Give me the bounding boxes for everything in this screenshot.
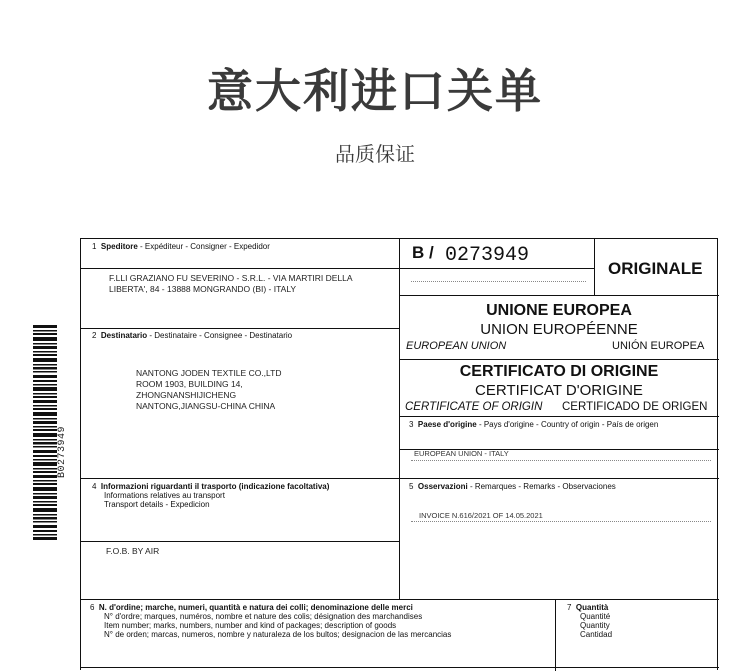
union-es: UNIÓN EUROPEA [612,340,705,352]
box7-label-fr: Quantité [580,612,611,621]
cert-it: CERTIFICATO DI ORIGINE [459,363,659,380]
union-en: EUROPEAN UNION [406,340,507,352]
consigner-line1: F.LLI GRAZIANO FU SEVERINO - S.R.L. - VIA MARTIRI DELLA [109,273,353,283]
consignee-line2: ROOM 1903, BUILDING 14, [136,379,243,389]
box4-label-en: Transport details - Expedicion [104,500,210,509]
box6-label-fr: N° d'ordre; marques, numéros, nombre et nature des colis; désignation des marchandises [104,612,423,621]
box3-label: 3 Paese d'origine - Pays d'origine - Country of origin - País de origen [409,420,659,429]
box7-label-es: Cantidad [580,630,613,639]
consignee-line4: NANTONG,JIANGSU-CHINA CHINA [136,401,276,411]
union-fr: UNION EUROPÉENNE [480,321,638,338]
remarks-value: INVOICE N.616/2021 OF 14.05.2021 [419,511,543,520]
box6-label: 6 N. d'ordine; marche, numeri, quantità e natura dei colli; denominazione delle merci [90,603,413,612]
consignee-line1: NANTONG JODEN TEXTILE CO.,LTD [136,368,282,378]
consignee-line3: ZHONGNANSHIJICHENG [136,390,237,400]
page-subtitle: 品质保证 [335,142,415,166]
cert-es: CERTIFICADO DE ORIGEN [562,401,708,413]
box7-label: 7 Quantità [567,603,609,612]
consigner-line2: LIBERTA', 84 - 13888 MONGRANDO (BI) - ITALY [109,284,297,294]
country-of-origin-value: EUROPEAN UNION - ITALY [414,449,509,458]
box6-label-es: N° de orden; marcas, numeros, nombre y naturaleza de los bultos; designacion de las mercancias [104,630,452,639]
cert-fr: CERTIFICAT D'ORIGINE [475,382,643,399]
certificate-of-origin [80,238,718,670]
cert-en: CERTIFICATE OF ORIGIN [405,401,543,413]
barcode [33,325,57,540]
box2-label: 2 Destinatario - Destinataire - Consignee - Destinatario [92,331,293,340]
serial-prefix: B / [412,243,434,262]
box4-label: 4 Informazioni riguardanti il trasporto (indicazione facoltativa) [92,482,330,491]
original-stamp: ORIGINALE [608,259,703,278]
box4-label-fr: Informations relatives au transport [104,491,225,500]
transport-value: F.O.B. BY AIR [106,546,160,556]
serial-number: 0273949 [445,244,530,267]
page-title: 意大利进口关单 [207,64,543,118]
union-it: UNIONE EUROPEA [486,302,632,319]
box6-label-en: Item number; marks, numbers, number and kind of packages; description of goods [104,621,397,630]
box7-label-en: Quantity [580,621,610,630]
barcode-serial: B0273949 [57,425,68,478]
box1-label: 1 Speditore - Expéditeur - Consigner - Expedidor [92,242,270,251]
box5-label: 5 Osservazioni - Remarques - Remarks - Observaciones [409,482,616,491]
